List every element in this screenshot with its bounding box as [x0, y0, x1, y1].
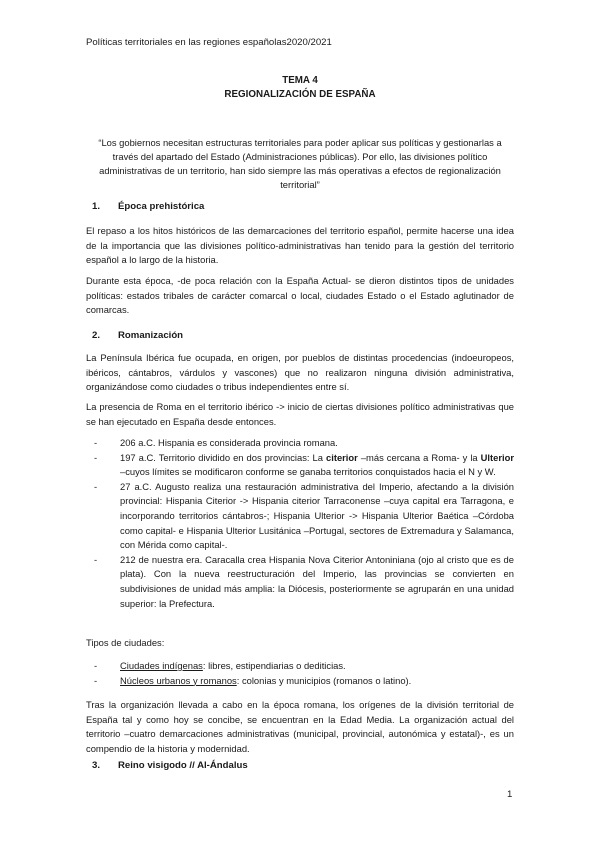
paragraph: El repaso a los hitos históricos de las demarcaciones del territorio español, permite hacerse una idea de la importancia que las divisiones político-administrativas han tenido para la gestión del territorio español a lo largo de la historia. — [86, 225, 514, 266]
section-heading-2 — [92, 330, 184, 341]
paragraph: La Península Ibérica fue ocupada, en origen, por pueblos de distintas procedencias (indoeuropeos, ibéricos, cántabros, várdulos y vascones) que no realizaron ninguna división administrativa, organizándose como ciudades o tribus independientes entre sí. — [86, 352, 514, 393]
list-item: - 27 a.C. Augusto realiza una restauración administrativa del Imperio, afectando a la división provincial: Hispania Citerior -> Hispania citerior Tarraconense –cuya capital era Tarragona, e incorporando territorios cántabros-; Hispania Ulterior -> Hispania Ulterior Baética –Córdoba como capital- e Hispania Ulterior Lusitánica –Portugal, sectores de Extremadura y Salamanca, con Mérida como capital-. — [94, 480, 514, 551]
section-number: 3. — [92, 760, 101, 771]
section-number: 1. — [92, 201, 101, 212]
paragraph: La presencia de Roma en el territorio ibérico -> inicio de ciertas divisiones político administrativas que se han ejecutado en España desde entonces. — [86, 401, 514, 427]
list-item: - 212 de nuestra era. Caracalla crea Hispania Nova Citerior Antoniniana (ojo al cristo que es de plata). Con la nueva reestructuración del Imperio, las provincias se convierten en subdivisiones de unidad más amplia: la Diócesis, posteriormente se agruparán en una unidad superior: la Prefectura. — [94, 553, 514, 609]
section-number: 2. — [92, 330, 101, 341]
paragraph: Tipos de ciudades: — [86, 637, 165, 648]
term-citerior: citerior — [326, 451, 358, 463]
list-item: - 206 a.C. Hispania es considerada provincia romana. — [94, 436, 514, 451]
section-title: Época prehistórica — [118, 201, 205, 212]
chronology-list — [94, 436, 514, 611]
page-number: 1 — [507, 789, 513, 800]
list-dash: - — [94, 480, 98, 492]
paragraph: Tras la organización llevada a cabo en la época romana, los orígenes de la división territorial de España tal y como hoy se concibe, se encuentran en la Edad Media. La organización actual del territorio –cuatro demarcaciones administrativas (municipal, provincial, autonómica y estatal)-, es un compendio de la historia y modernidad. — [86, 699, 514, 754]
list-dash: - — [94, 660, 98, 671]
list-dash: - — [94, 437, 98, 448]
city-types-list — [94, 659, 514, 688]
term-nucleos-urbanos: Núcleos urbanos y romanos — [120, 674, 237, 686]
list-item: - 197 a.C. Territorio dividido en dos provincias: La citerior –más cercana a Roma- y la Ulterior –cuyos límites se modificaron conforme se ganaba territorios conquistados hacia el N y W. — [94, 451, 514, 478]
epigraph-quote: “Los gobiernos necesitan estructuras territoriales para poder aplicar sus políticas y gestionarlas a través del apartado del Estado (Administraciones públicas). Por ello, las divisiones político administrativas de un territorio, han sido siempre las más operativas a efectos de regionalización territorial” — [98, 137, 502, 190]
running-header: Políticas territoriales en las regiones españolas2020/2021 — [86, 37, 332, 48]
section-title: Romanización — [118, 330, 184, 341]
section-heading-1 — [92, 201, 205, 212]
term-ulterior: Ulterior — [480, 451, 514, 463]
section-heading-3 — [92, 760, 248, 771]
topic-title: REGIONALIZACIÓN DE ESPAÑA — [224, 89, 376, 100]
term-ciudades-indigenas: Ciudades indígenas — [120, 660, 203, 671]
section-title: Reino visigodo // Al-Ándalus — [118, 760, 248, 771]
list-dash: - — [94, 674, 98, 686]
list-dash: - — [94, 553, 98, 565]
list-item: - Ciudades indígenas: libres, estipendiarias o dediticias. — [94, 659, 514, 674]
topic-number: TEMA 4 — [282, 75, 318, 86]
list-item: - Núcleos urbanos y romanos: colonias y municipios (romanos o latino). — [94, 674, 514, 689]
paragraph: Durante esta época, -de poca relación con la España Actual- se dieron distintos tipos de unidades políticas: estados tribales de carácter comarcal o local, ciudades Estado o el Estado aglutinador de comarcas. — [86, 275, 514, 316]
list-dash: - — [94, 451, 98, 463]
